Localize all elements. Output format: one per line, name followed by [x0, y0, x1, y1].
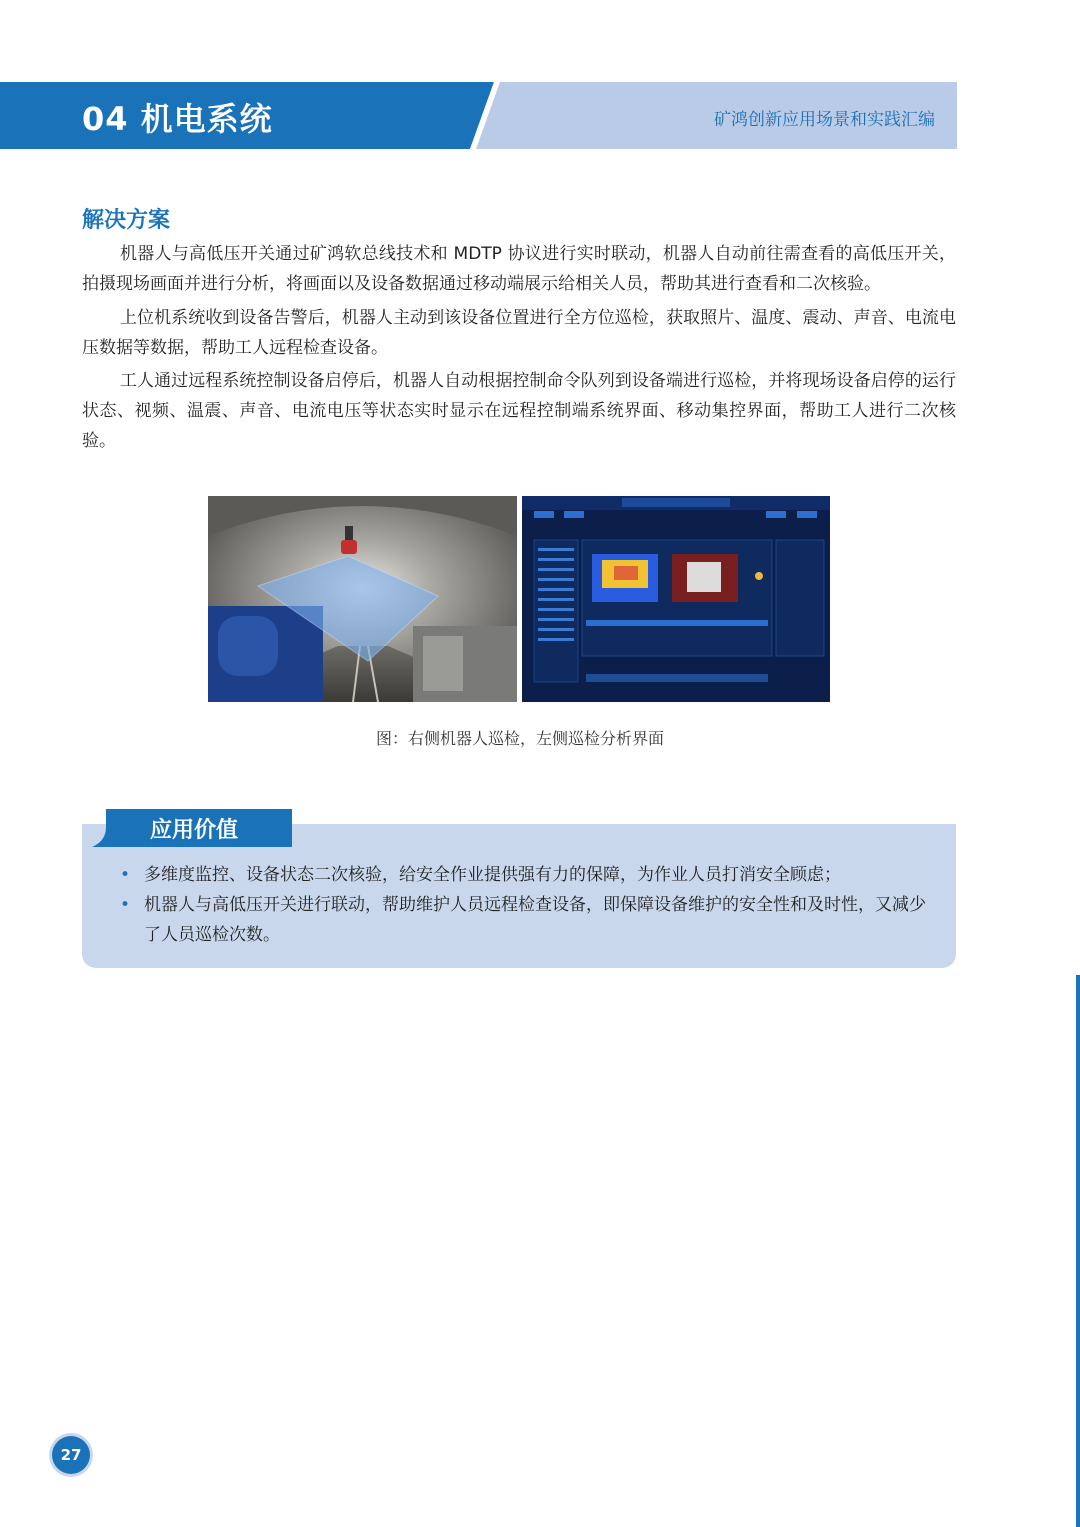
bullet-icon: • [120, 865, 131, 885]
chapter-title: 04 机电系统 [82, 100, 273, 138]
book-title: 矿鸿创新应用场景和实践汇编 [714, 110, 935, 130]
list-item [120, 860, 940, 890]
edge-accent [1076, 975, 1080, 1527]
value-heading: 应用价值 [150, 818, 239, 843]
paragraph: 工人通过远程系统控制设备启停后，机器人自动根据控制命令队列到设备端进行巡检，并将现场设备启停的运行状态、视频、温震、声音、电流电压等状态实时显示在远程控制端系统界面、移动集控界面，帮助工人进行二次核验。 [82, 371, 956, 451]
list-item [120, 890, 940, 950]
figure-caption: 图：右侧机器人巡检，左侧巡检分析界面 [375, 729, 664, 748]
inspection-dashboard-screenshot [522, 496, 830, 702]
value-list [120, 860, 940, 950]
bullet-icon: • [120, 895, 131, 915]
list-item-text: 机器人与高低压开关进行联动，帮助维护人员远程检查设备，即保障设备维护的安全性和及时性，又减少了人员巡检次数。 [144, 895, 926, 945]
section-heading: 解决方案 [82, 208, 171, 233]
tunnel-robot-photo [208, 496, 517, 702]
paragraph: 上位机系统收到设备告警后，机器人主动到该设备位置进行全方位巡检，获取照片、温度、震动、声音、电流电压数据等数据，帮助工人远程检查设备。 [82, 308, 956, 358]
paragraph: 机器人与高低压开关通过矿鸿软总线技术和 MDTP 协议进行实时联动，机器人自动前往需查看的高低压开关，拍摄现场画面并进行分析，将画面以及设备数据通过移动端展示给相关人员，帮助其进行查看和二次核验。 [82, 244, 956, 294]
page-number: 27 [52, 1436, 90, 1474]
list-item-text: 多维度监控、设备状态二次核验，给安全作业提供强有力的保障，为作业人员打消安全顾虑； [144, 865, 841, 885]
